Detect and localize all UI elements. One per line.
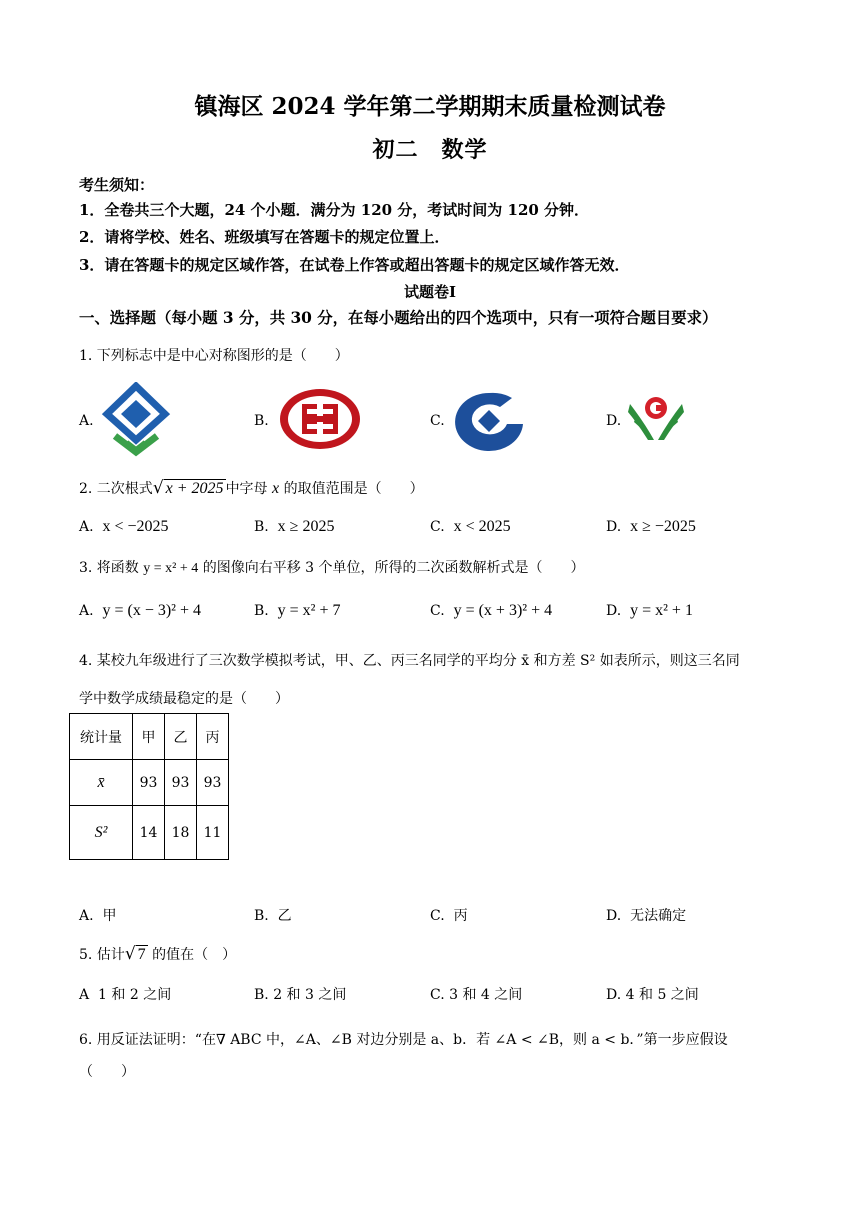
table-cell: 93	[197, 760, 229, 806]
q5-option-d: D. 4 和 5 之间	[606, 987, 699, 1003]
note-item: 3．请在答题卡的规定区域作答，在试卷上作答或超出答题卡的规定区域作答无效．	[79, 256, 630, 274]
section-heading: 一、选择题（每小题 3 分，共 30 分，在每小题给出的四个选项中，只有一项符合题目要求）	[79, 309, 718, 327]
q3-option-d: D. y = x² + 1	[606, 602, 693, 619]
note-item: 2．请将学校、姓名、班级填写在答题卡的规定位置上．	[79, 228, 450, 246]
table-row-label: x̄	[70, 760, 133, 806]
paper-label: 试题卷Ⅰ	[403, 283, 457, 301]
q5-option-a: A 1 和 2 之间	[79, 987, 172, 1003]
q5-option-b: B. 2 和 3 之间	[254, 987, 347, 1003]
q2-option-b: B. x ≥ 2025	[254, 518, 335, 535]
q1-option-b-label: B.	[254, 413, 269, 429]
table-header: 统计量	[70, 714, 133, 760]
question-3-stem: 3. 将函数 y = x² + 4 的图像向右平移 3 个单位，所得的二次函数解析式是（ ）	[79, 560, 585, 576]
q4-option-c: C. 丙	[430, 908, 468, 924]
table-header: 甲	[133, 714, 165, 760]
q2-option-c: C. x < 2025	[430, 518, 511, 535]
table-cell: 93	[133, 760, 165, 806]
q4-stats-table	[69, 713, 229, 860]
notes-heading: 考生须知：	[79, 176, 155, 194]
question-6-stem-line2: （ ）	[79, 1064, 135, 1080]
q2-option-a: A. x < −2025	[79, 518, 169, 535]
table-header: 乙	[165, 714, 197, 760]
exam-subtitle: 初二 数学	[372, 137, 488, 163]
q1-logo-a	[101, 382, 171, 460]
q1-option-d-label: D.	[606, 413, 622, 429]
question-1-stem: 1. 下列标志中是中心对称图形的是（ ）	[79, 348, 349, 364]
q5-option-c: C. 3 和 4 之间	[430, 987, 523, 1003]
table-header: 丙	[197, 714, 229, 760]
q1-logo-d	[626, 394, 686, 444]
question-2-stem: 2. 二次根式√ x + 2025 中字母 x 的取值范围是（ ）	[79, 478, 424, 498]
q1-logo-b	[276, 386, 364, 452]
question-4-stem-line1: 4. 某校九年级进行了三次数学模拟考试，甲、乙、丙三名同学的平均分 x̄ 和方差 S² 如表所示，则这三名同	[79, 653, 740, 669]
question-4-stem-line2: 学中数学成绩最稳定的是（ ）	[79, 691, 289, 707]
table-cell: 11	[197, 806, 229, 860]
table-row-label: S²	[70, 806, 133, 860]
q4-option-b: B. 乙	[254, 908, 292, 924]
q1-option-a-label: A.	[79, 413, 94, 429]
q3-option-a: A. y = (x − 3)² + 4	[79, 602, 201, 619]
q4-option-a: A. 甲	[79, 908, 117, 924]
q2-option-d: D. x ≥ −2025	[606, 518, 696, 535]
table-cell: 93	[165, 760, 197, 806]
question-5-stem: 5. 估计√ 7 的值在（ ）	[79, 944, 237, 964]
q3-option-b: B. y = x² + 7	[254, 602, 341, 619]
q3-option-c: C. y = (x + 3)² + 4	[430, 602, 553, 619]
question-6-stem-line1: 6. 用反证法证明：“在∇ ABC 中，∠A、∠B 对边分别是 a、b．若 ∠A < ∠B，则 a < b．”第一步应假设	[79, 1032, 728, 1048]
note-item: 1．全卷共三个大题，24 个小题．满分为 120 分，考试时间为 120 分钟．	[79, 201, 590, 219]
table-cell: 14	[133, 806, 165, 860]
q1-logo-c	[452, 390, 526, 452]
table-cell: 18	[165, 806, 197, 860]
exam-title: 镇海区 2024 学年第二学期期末质量检测试卷	[194, 93, 666, 120]
q4-option-d: D. 无法确定	[606, 908, 687, 924]
q1-option-c-label: C.	[430, 413, 445, 429]
